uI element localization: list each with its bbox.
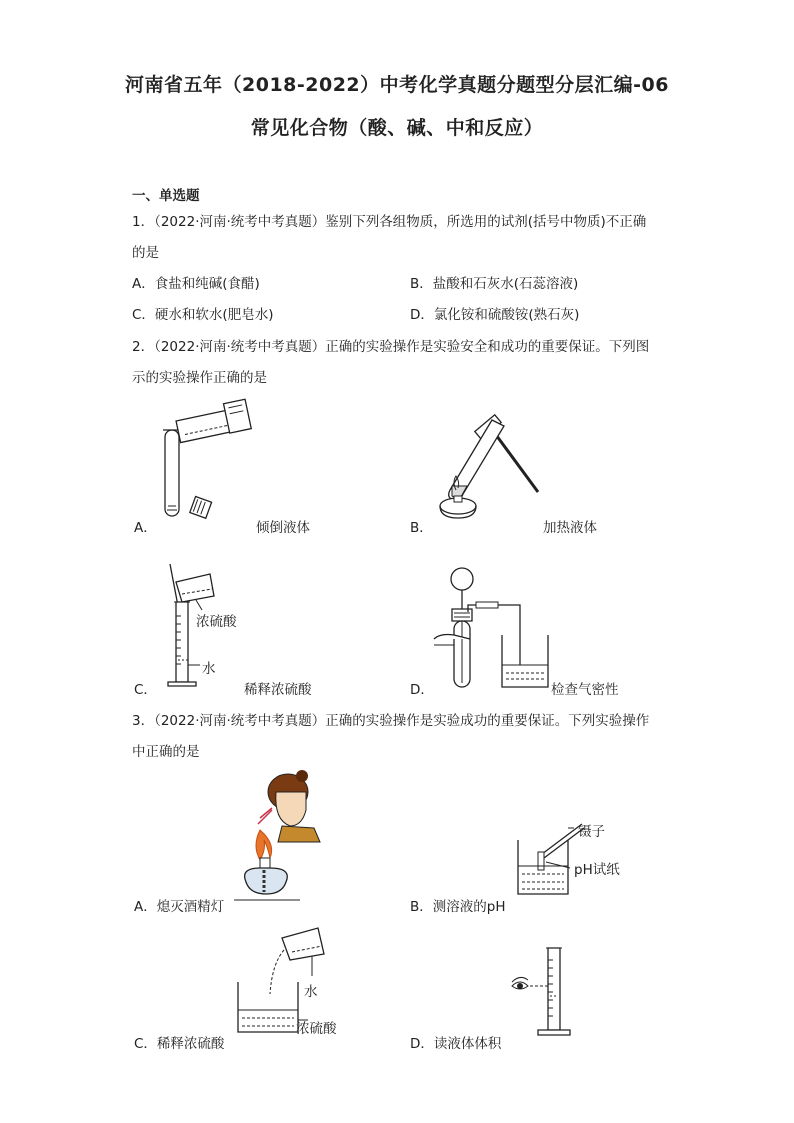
- q3-option-d-caption[interactable]: D．读液体体积: [410, 1036, 502, 1052]
- q2-option-d-caption: 检查气密性: [551, 682, 619, 698]
- q2-option-c-caption: 稀释浓硫酸: [244, 682, 312, 698]
- q2-option-c-letter[interactable]: C．: [134, 682, 157, 698]
- q2-stem-line2: 示的实验操作正确的是: [132, 370, 267, 386]
- q3-c-label-acid: 浓硫酸: [296, 1021, 337, 1037]
- q3-stem-line2: 中正确的是: [132, 744, 200, 760]
- q3-option-a-caption[interactable]: A．熄灭酒精灯: [134, 899, 225, 915]
- q3-c-label-water: 水: [304, 984, 318, 1000]
- heat-liquid-figure: [430, 412, 545, 524]
- q2-option-b-caption: 加热液体: [543, 520, 597, 536]
- q2-c-label-acid: 浓硫酸: [196, 614, 237, 630]
- q1-stem-line1: 1．（2022·河南·统考中考真题）鉴别下列各组物质，所选用的试剂(括号中物质)不正确: [132, 214, 647, 230]
- q1-option-d[interactable]: D．氯化铵和硫酸铵(熟石灰): [410, 307, 580, 323]
- pour-liquid-figure: [155, 402, 270, 522]
- q3-b-label-tweezers: 镊子: [578, 824, 605, 840]
- q1-option-b[interactable]: B．盐酸和石灰水(石蕊溶液): [410, 276, 579, 292]
- read-volume-figure: [506, 944, 576, 1040]
- airtightness-figure: [430, 565, 560, 693]
- q2-option-b-letter[interactable]: B．: [410, 520, 433, 536]
- q1-option-c[interactable]: C．硬水和软水(肥皂水): [132, 307, 274, 323]
- q3-option-c-caption[interactable]: C．稀释浓硫酸: [134, 1036, 225, 1052]
- q1-stem-line2: 的是: [132, 245, 159, 261]
- q2-option-a-caption: 倾倒液体: [256, 520, 310, 536]
- q1-option-a[interactable]: A．食盐和纯碱(食醋): [132, 276, 260, 292]
- q3-option-b-caption[interactable]: B．测溶液的pH: [410, 899, 506, 915]
- q2-stem-line1: 2．（2022·河南·统考中考真题）正确的实验操作是实验安全和成功的重要保证。下列图: [132, 339, 650, 355]
- section-heading: 一、单选题: [132, 188, 200, 204]
- q2-c-label-water: 水: [202, 661, 216, 677]
- page-title-line2: 常见化合物（酸、碱、中和反应）: [250, 117, 544, 139]
- page-title-line1: 河南省五年（2018-2022）中考化学真题分题型分层汇编-06: [125, 74, 669, 96]
- q3-stem-line1: 3．（2022·河南·统考中考真题）正确的实验操作是实验成功的重要保证。下列实验操作: [132, 713, 650, 729]
- q2-option-a-letter[interactable]: A．: [134, 520, 157, 536]
- q2-option-d-letter[interactable]: D．: [410, 682, 434, 698]
- extinguish-lamp-figure: [230, 770, 330, 910]
- q3-b-label-paper: pH试纸: [574, 862, 620, 878]
